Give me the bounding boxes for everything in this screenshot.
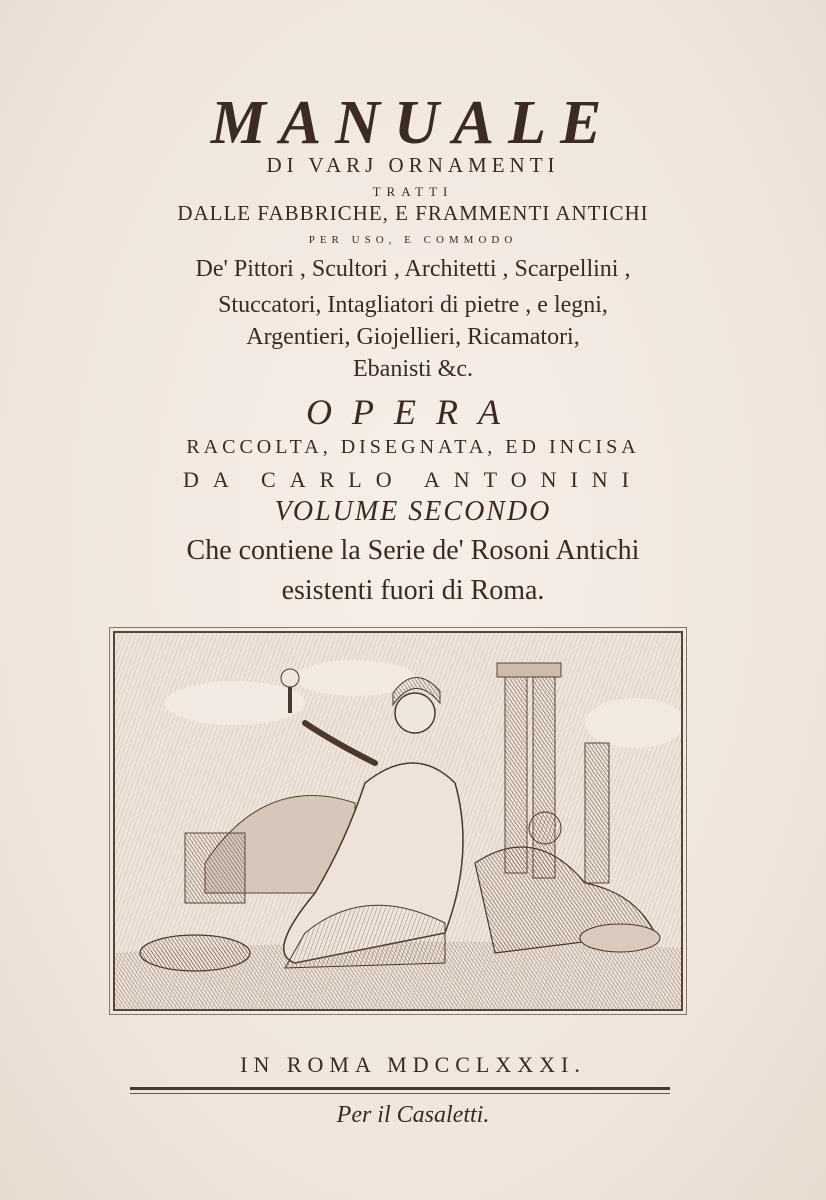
imprint-rule	[130, 1087, 670, 1090]
imprint-place-date: IN ROMA MDCCLXXXI.	[240, 1052, 586, 1077]
opera-heading: OPERA	[306, 392, 520, 432]
users-line: Stuccatori, Intagliatori di pietre , e legni,	[218, 292, 608, 318]
book-title: MANUALE	[210, 89, 616, 157]
subtitle-line: DI VARJ ORNAMENTI	[266, 153, 560, 177]
raccolta-line: RACCOLTA, DISEGNATA, ED INCISA	[186, 436, 640, 458]
subtitle-line: PER USO, E COMMODO	[308, 234, 518, 246]
subtitle-line: TRATTI	[372, 184, 454, 199]
users-line: Ebanisti &c.	[353, 356, 473, 382]
contents-line: Che contiene la Serie de' Rosoni Antichi	[186, 535, 640, 566]
volume-line: VOLUME SECONDO	[274, 496, 552, 527]
author-line: DA CARLO ANTONINI	[182, 467, 644, 492]
engraved-vignette	[113, 631, 683, 1011]
contents-line: esistenti fuori di Roma.	[281, 575, 545, 606]
imprint-rule-thin	[130, 1093, 670, 1094]
users-line: Argentieri, Giojellieri, Ricamatori,	[246, 324, 580, 350]
printer-line: Per il Casaletti.	[336, 1102, 490, 1128]
users-line: De' Pittori , Scultori , Architetti , Scarpellini ,	[195, 256, 631, 282]
vignette-illustration	[115, 633, 681, 1009]
subtitle-line: DALLE FABBRICHE, E FRAMMENTI ANTICHI	[177, 201, 649, 225]
